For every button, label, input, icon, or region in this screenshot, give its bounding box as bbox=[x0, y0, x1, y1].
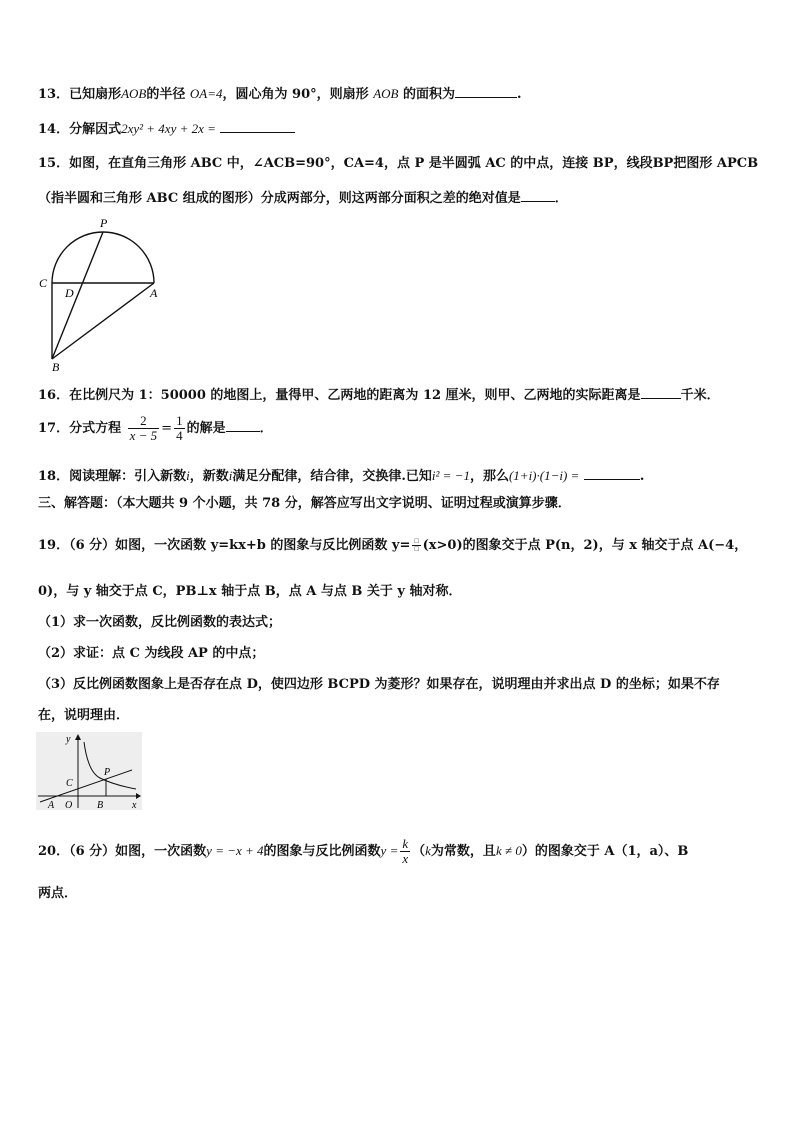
label-b: B bbox=[97, 800, 104, 810]
label-p: P bbox=[100, 216, 108, 230]
q14-expr: 2xy² + 4xy + 2x = bbox=[121, 121, 216, 136]
q13-end: . bbox=[517, 87, 522, 102]
label-d: D bbox=[65, 286, 74, 300]
label-a: A bbox=[48, 800, 55, 810]
answer-blank[interactable] bbox=[455, 83, 517, 98]
q17-prefix: 17．分式方程 bbox=[38, 421, 122, 436]
q13-text3: 的面积为 bbox=[403, 87, 456, 102]
question-15-line1: 15．如图，在直角三角形 ABC 中，∠ACB=90°，CA=4，点 P 是半圆弧 AC 的中点，连接 BP，线段BP把图形 APCB bbox=[38, 156, 759, 171]
q13-prefix: 13．已知扇形 bbox=[38, 87, 122, 102]
label-c: C bbox=[39, 276, 48, 290]
equals-sign: = bbox=[161, 421, 173, 436]
section-heading: 三、解答题：（本大题共 9 个小题，共 78 分，解答应写出文字说明、证明过程或演算步骤． bbox=[38, 496, 571, 511]
label-p: P bbox=[104, 767, 111, 778]
q18-expr: (1+i)·(1−i) = bbox=[508, 468, 580, 483]
q20-linear: y = −x + 4 bbox=[206, 843, 264, 858]
question-19-part3a: （3）反比例函数图象上是否存在点 D，使四边形 BCPD 为菱形？如果存在，说明理由并求出点 D 的坐标；如果不存 bbox=[38, 677, 720, 692]
fraction-left: $\frac{2}{x - 5}$ bbox=[129, 413, 158, 443]
question-19-part2: （2）求证：点 C 为线段 AP 的中点； bbox=[38, 646, 265, 661]
q15-text: （指半圆和三角形 ABC 组成的图形）分成两部分，则这两部分面积之差的绝对值是 bbox=[38, 191, 521, 206]
q13-text2: ，圆心角为 90°，则扇形 bbox=[222, 87, 369, 102]
q13-aob2: AOB bbox=[373, 86, 399, 101]
q14-prefix: 14．分解因式 bbox=[38, 122, 122, 137]
question-19-part1: （1）求一次函数，反比例函数的表达式； bbox=[38, 615, 282, 630]
tiny-fraction: $\frac{□}{□}$ bbox=[414, 537, 419, 553]
answer-blank[interactable] bbox=[226, 417, 260, 432]
answer-blank[interactable] bbox=[641, 384, 681, 399]
label-x: x bbox=[132, 800, 137, 810]
question-20-line2: 两点． bbox=[38, 886, 78, 901]
question-16 bbox=[38, 384, 720, 405]
q17-end: ． bbox=[259, 421, 273, 436]
label-y: y bbox=[66, 734, 71, 745]
q18-given: i² = −1 bbox=[431, 468, 470, 483]
answer-blank[interactable] bbox=[220, 118, 295, 133]
q16-text: 16．在比例尺为 1：50000 的地图上，量得甲、乙两地的距离为 12 厘米，则甲、乙两地的实际距离是 bbox=[38, 388, 641, 403]
label-c: C bbox=[66, 778, 73, 789]
question-19-part3b: 在，说明理由． bbox=[38, 708, 130, 723]
question-17 bbox=[38, 414, 273, 443]
q13-aob: AOB bbox=[121, 86, 147, 101]
q18-text: 18．阅读理解：引入新数 bbox=[38, 469, 187, 484]
q15-end: ． bbox=[554, 191, 568, 206]
fraction-k-over-x: $\frac{k}{x}$ bbox=[402, 836, 409, 866]
question-14 bbox=[38, 118, 295, 139]
q13-oa: OA=4 bbox=[189, 86, 223, 101]
question-20-line1: 20．（6 分）如图，一次函数y = −x + 4的图象与反比例函数y = $\frac{k}{x}$ （k为常数，且k ≠ 0）的图象交于 A（1，a）、B bbox=[38, 836, 689, 866]
q19-figure bbox=[36, 732, 142, 810]
question-13 bbox=[38, 83, 522, 104]
q13-text: 的半径 bbox=[146, 87, 186, 102]
question-15-line2 bbox=[38, 187, 568, 208]
semicircle-arc bbox=[52, 232, 154, 283]
answer-blank[interactable] bbox=[521, 187, 555, 202]
label-a: A bbox=[150, 286, 158, 300]
question-19-line2: 0)，与 y 轴交于点 C，PB⊥x 轴于点 B，点 A 与点 B 关于 y 轴对称． bbox=[38, 584, 462, 599]
q17-text: 的解是 bbox=[186, 421, 226, 436]
label-o: O bbox=[65, 800, 73, 810]
question-19-line1: 19．（6 分）如图，一次函数 y=kx+b 的图象与反比例函数 y= $\frac{□}{□}$ (x>0)的图象交于点 P(n，2)，与 x 轴交于点 A(−4， bbox=[38, 537, 748, 553]
label-b: B bbox=[52, 360, 60, 373]
q15-figure bbox=[36, 213, 166, 373]
q16-unit: 千米． bbox=[680, 388, 720, 403]
question-18: 18．阅读理解：引入新数i，新数i满足分配律，结合律，交换律.已知i² = −1，那么(1+i)·(1−i) = . bbox=[38, 465, 644, 486]
answer-blank[interactable] bbox=[584, 465, 640, 480]
fraction-right: $\frac{1}{4}$ bbox=[176, 413, 183, 443]
